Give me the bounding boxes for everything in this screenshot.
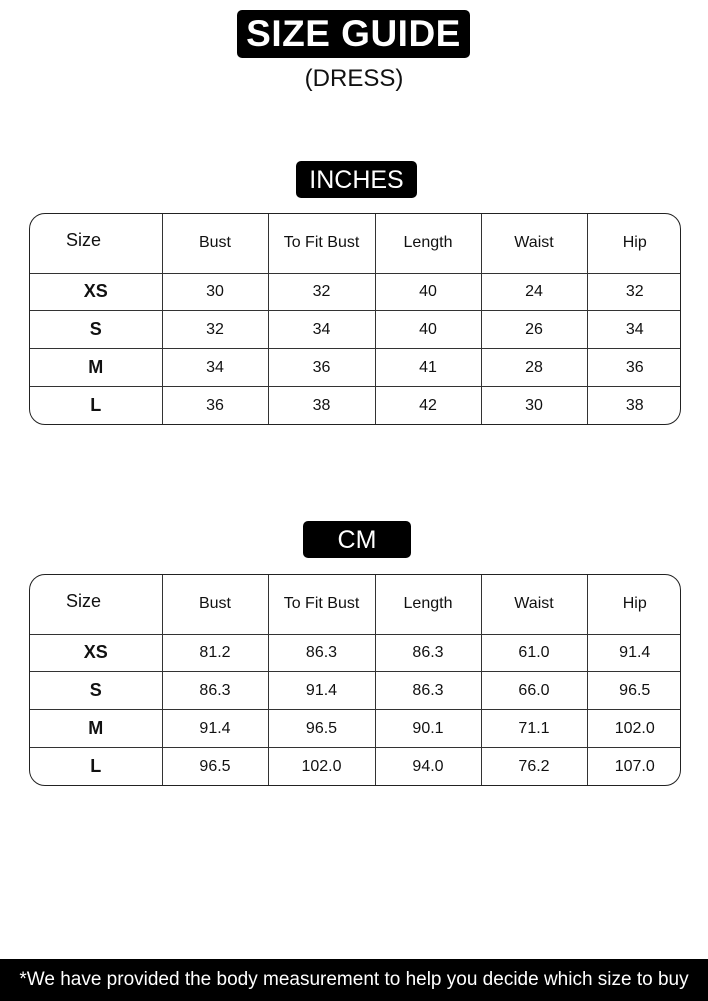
length-cell: 40 [375,311,481,349]
table-row [30,634,681,672]
size-cell: M [30,710,162,748]
bust-cell: 32 [162,311,268,349]
length-cell: 94.0 [375,748,481,785]
column-header-hip: Hip [587,575,681,634]
size-cell: S [30,311,162,349]
waist-cell: 28 [481,349,587,387]
bust-cell: 91.4 [162,710,268,748]
column-header-length: Length [375,214,481,273]
column-header-length: Length [375,575,481,634]
size-cell: L [30,748,162,785]
column-header-bust: Bust [162,214,268,273]
waist-cell: 66.0 [481,672,587,710]
hip-cell: 32 [587,273,681,311]
length-cell: 42 [375,387,481,424]
size-cell: M [30,349,162,387]
hip-cell: 38 [587,387,681,424]
to-fit-bust-cell: 86.3 [268,634,375,672]
to-fit-bust-cell: 102.0 [268,748,375,785]
length-cell: 90.1 [375,710,481,748]
to-fit-bust-cell: 91.4 [268,672,375,710]
to-fit-bust-cell: 38 [268,387,375,424]
inches-section-label: INCHES [296,161,417,198]
footer-note: *We have provided the body measurement to help you decide which size to buy [0,959,708,1001]
column-header-waist: Waist [481,575,587,634]
to-fit-bust-cell: 32 [268,273,375,311]
to-fit-bust-cell: 36 [268,349,375,387]
hip-cell: 102.0 [587,710,681,748]
waist-cell: 26 [481,311,587,349]
waist-cell: 24 [481,273,587,311]
size-cell: L [30,387,162,424]
page-subtitle: (DRESS) [304,65,404,92]
table-row [30,273,681,311]
bust-cell: 81.2 [162,634,268,672]
length-cell: 40 [375,273,481,311]
column-header-size: Size [30,214,162,273]
hip-cell: 107.0 [587,748,681,785]
waist-cell: 76.2 [481,748,587,785]
length-cell: 86.3 [375,634,481,672]
size-cell: XS [30,273,162,311]
table-row [30,349,681,387]
size-cell: XS [30,634,162,672]
column-header-to-fit-bust: To Fit Bust [268,575,375,634]
to-fit-bust-cell: 96.5 [268,710,375,748]
bust-cell: 34 [162,349,268,387]
hip-cell: 96.5 [587,672,681,710]
bust-cell: 36 [162,387,268,424]
hip-cell: 91.4 [587,634,681,672]
cm-size-table [29,574,681,786]
page-title: SIZE GUIDE [237,10,470,58]
inches-size-table [29,213,681,425]
cm-section-label: CM [303,521,411,558]
table-header-row [30,214,681,273]
bust-cell: 30 [162,273,268,311]
size-cell: S [30,672,162,710]
bust-cell: 86.3 [162,672,268,710]
table-row [30,672,681,710]
table-row [30,710,681,748]
table-row [30,311,681,349]
column-header-bust: Bust [162,575,268,634]
table-row [30,748,681,785]
waist-cell: 71.1 [481,710,587,748]
to-fit-bust-cell: 34 [268,311,375,349]
column-header-to-fit-bust: To Fit Bust [268,214,375,273]
hip-cell: 34 [587,311,681,349]
column-header-hip: Hip [587,214,681,273]
waist-cell: 61.0 [481,634,587,672]
hip-cell: 36 [587,349,681,387]
length-cell: 41 [375,349,481,387]
waist-cell: 30 [481,387,587,424]
bust-cell: 96.5 [162,748,268,785]
table-header-row [30,575,681,634]
column-header-size: Size [30,575,162,634]
table-row [30,387,681,424]
column-header-waist: Waist [481,214,587,273]
length-cell: 86.3 [375,672,481,710]
